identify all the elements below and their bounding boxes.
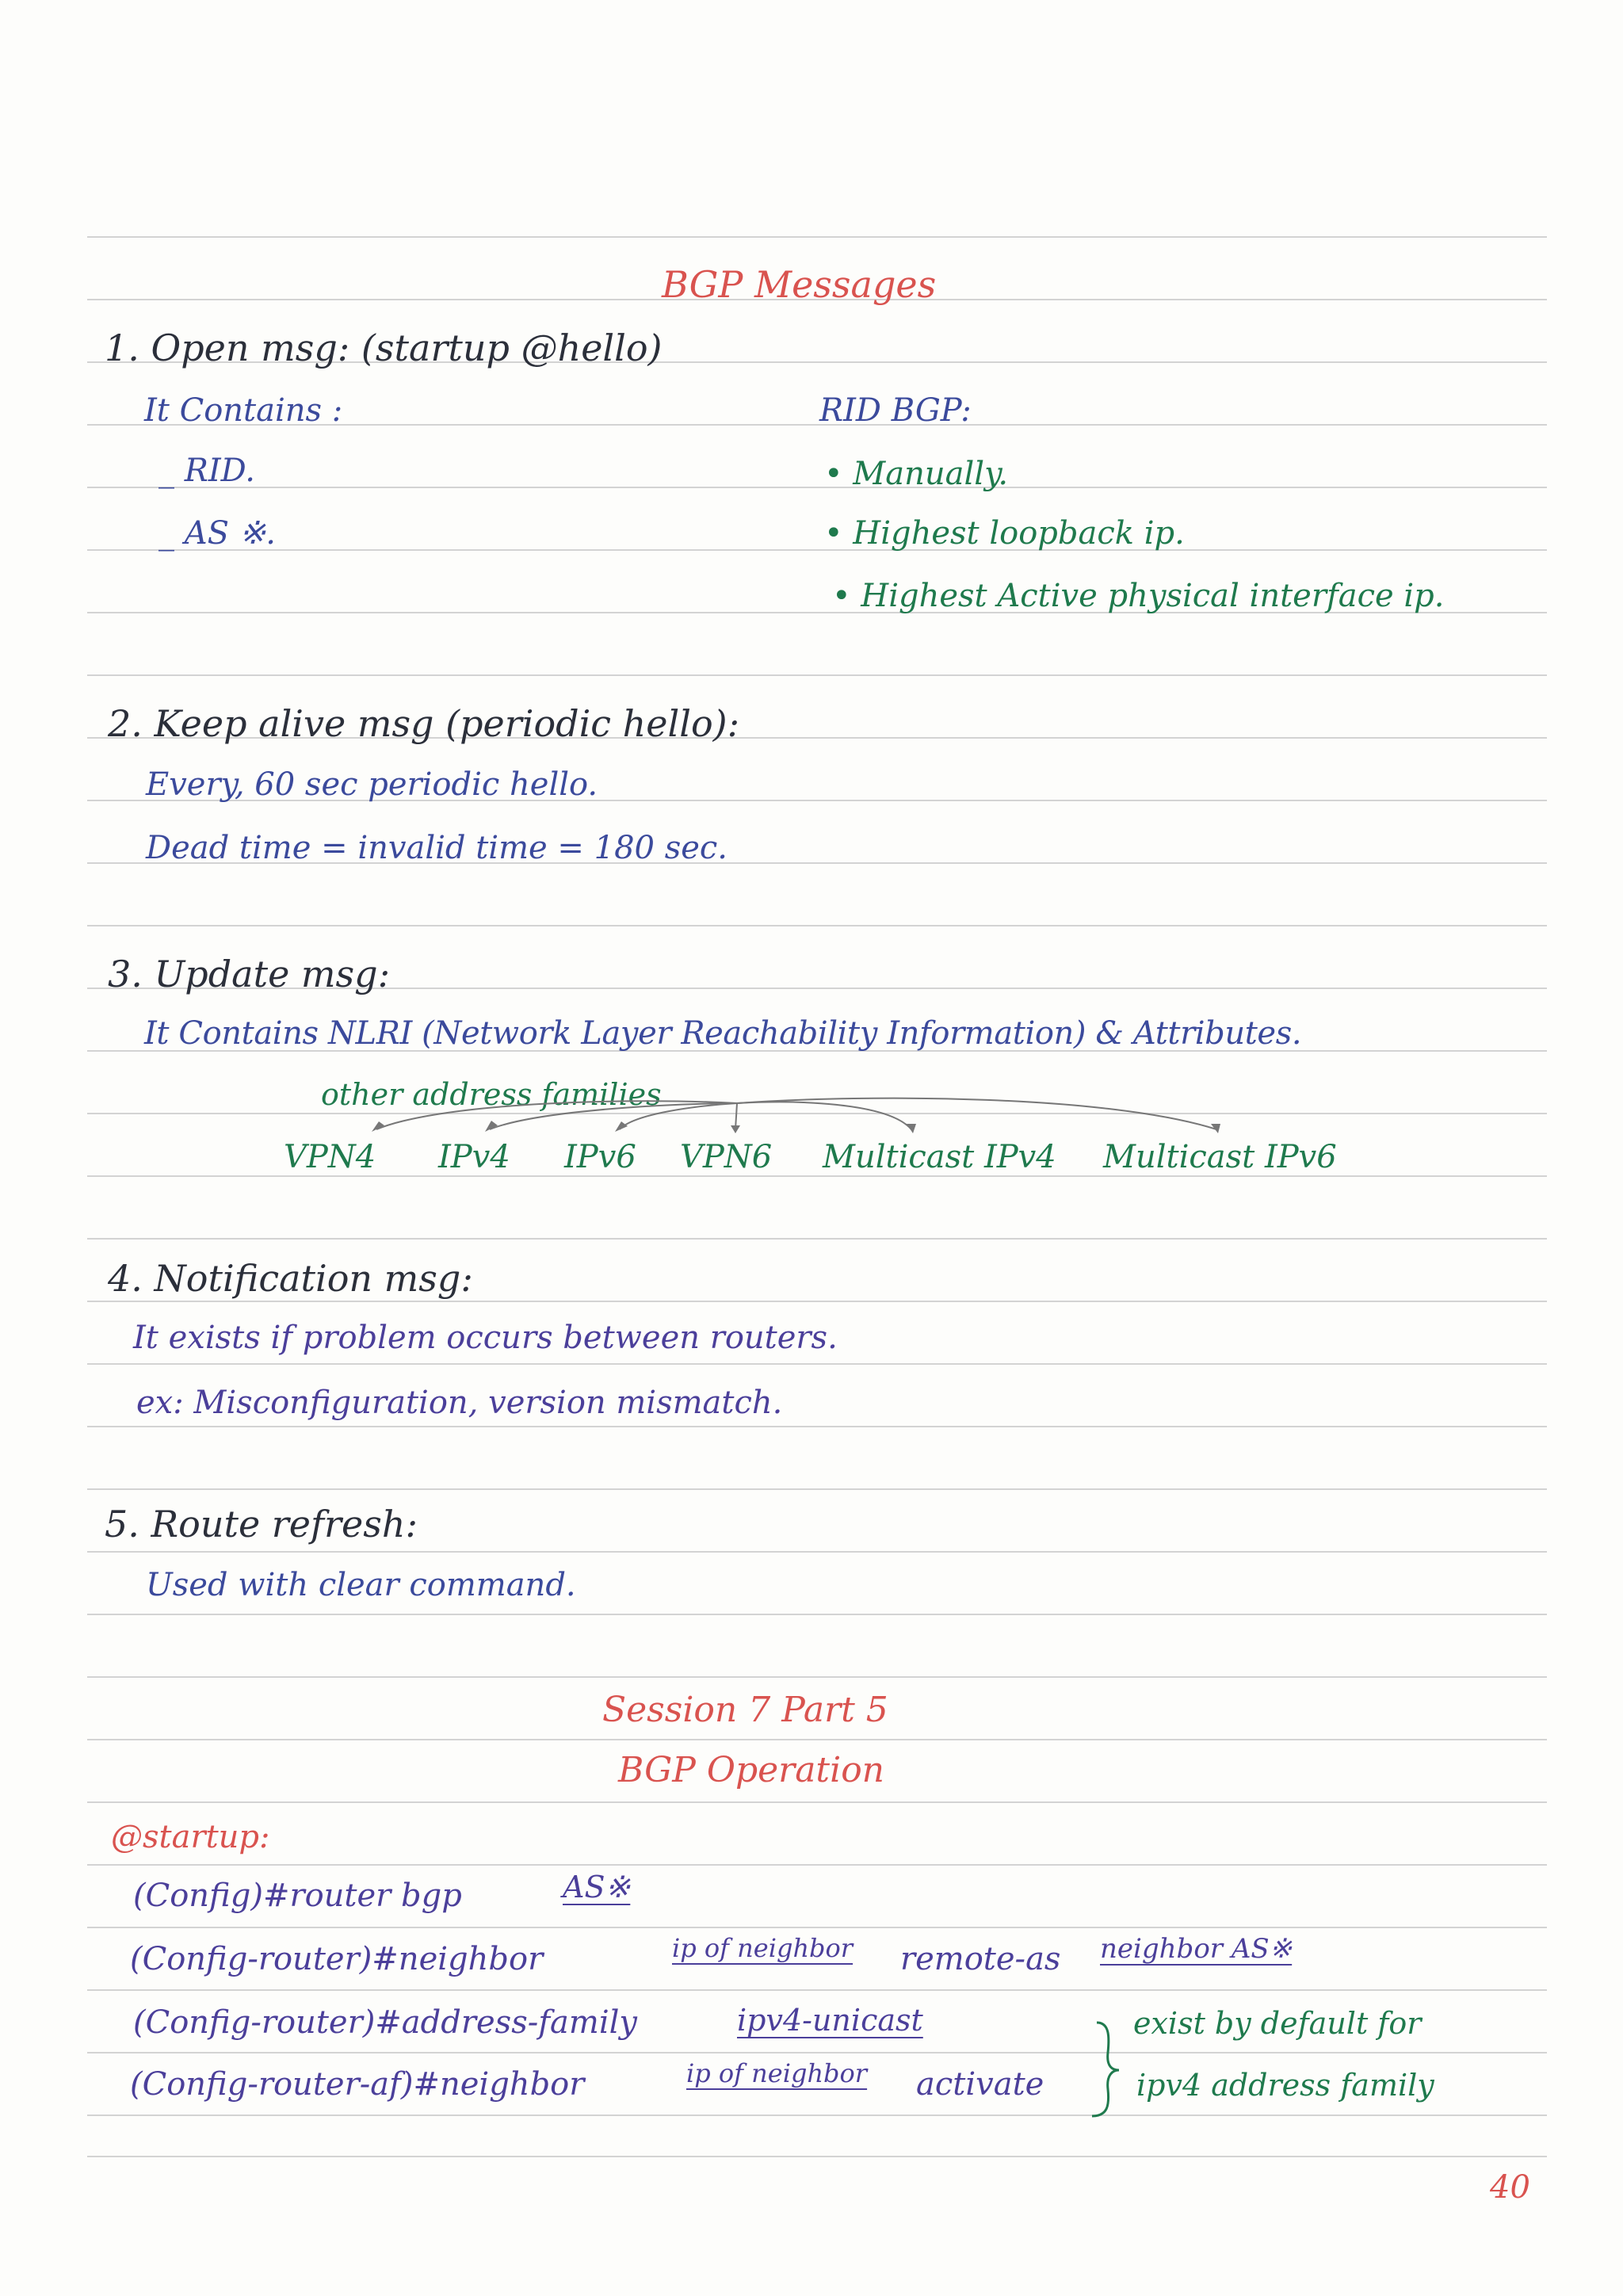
- cmd-router-bgp-arg: AS※: [563, 1870, 631, 1904]
- cmd-activate-ip-arg: ip of neighbor: [686, 2058, 868, 2088]
- keepalive-line-1: Every, 60 sec periodic hello.: [146, 766, 598, 803]
- open-msg-heading: 1. Open msg: (startup @hello): [105, 327, 663, 369]
- notification-heading: 4. Notification msg:: [108, 1257, 473, 1300]
- keepalive-line-2: Dead time = invalid time = 180 sec.: [146, 830, 728, 866]
- family-vpn6: VPN6: [680, 1139, 773, 1175]
- cmd-router-bgp: (Config)#router bgp: [133, 1878, 462, 1914]
- default-note-line-2: ipv4 address family: [1136, 2068, 1434, 2103]
- page-title: BGP Messages: [662, 263, 937, 306]
- families-label: other address families: [321, 1077, 662, 1112]
- rid-item-loopback: • Highest loopback ip.: [824, 515, 1185, 552]
- cmd-neighbor-as-arg: neighbor AS※: [1100, 1933, 1293, 1965]
- refresh-heading: 5. Route refresh:: [105, 1503, 418, 1545]
- family-multicast-ipv6: Multicast IPv6: [1103, 1139, 1337, 1175]
- family-ipv4: IPv4: [438, 1139, 510, 1175]
- session-title: Session 7 Part 5: [602, 1690, 888, 1730]
- cmd-neighbor-remote: (Config-router)#neighbor: [130, 1941, 544, 1977]
- cmd-remote-as: remote-as: [900, 1941, 1061, 1977]
- open-contains-label: It Contains :: [144, 392, 343, 429]
- rid-bgp-label: RID BGP:: [819, 392, 972, 429]
- page-number: 40: [1490, 2169, 1530, 2206]
- notification-line-1: It exists if problem occurs between routers.: [133, 1320, 838, 1356]
- default-note-line-1: exist by default for: [1133, 2006, 1422, 2041]
- operation-title: BGP Operation: [618, 1750, 885, 1790]
- cmd-address-family: (Config-router)#address-family: [133, 2004, 637, 2041]
- update-heading: 3. Update msg:: [108, 953, 391, 995]
- update-line-1: It Contains NLRI (Network Layer Reachability Information) & Attributes.: [144, 1015, 1302, 1052]
- rid-item-manually: • Manually.: [824, 456, 1009, 492]
- open-item-as: _ AS ※.: [158, 515, 276, 552]
- open-item-rid: _ RID.: [158, 453, 255, 489]
- cmd-neighbor-activate: (Config-router-af)#neighbor: [130, 2066, 585, 2103]
- keepalive-heading: 2. Keep alive msg (periodic hello):: [108, 702, 740, 745]
- cmd-address-family-arg: ipv4-unicast: [737, 2003, 923, 2038]
- family-multicast-ipv4: Multicast IPv4: [823, 1139, 1056, 1175]
- rid-item-physical: • Highest Active physical interface ip.: [832, 578, 1445, 614]
- cmd-activate: activate: [916, 2066, 1044, 2103]
- family-ipv6: IPv6: [564, 1139, 636, 1175]
- family-vpn4: VPN4: [284, 1139, 376, 1175]
- refresh-line-1: Used with clear command.: [146, 1567, 576, 1603]
- notification-line-2: ex: Misconfiguration, version mismatch.: [136, 1385, 783, 1421]
- startup-label: @startup:: [111, 1819, 270, 1855]
- cmd-neighbor-ip-arg: ip of neighbor: [672, 1933, 854, 1963]
